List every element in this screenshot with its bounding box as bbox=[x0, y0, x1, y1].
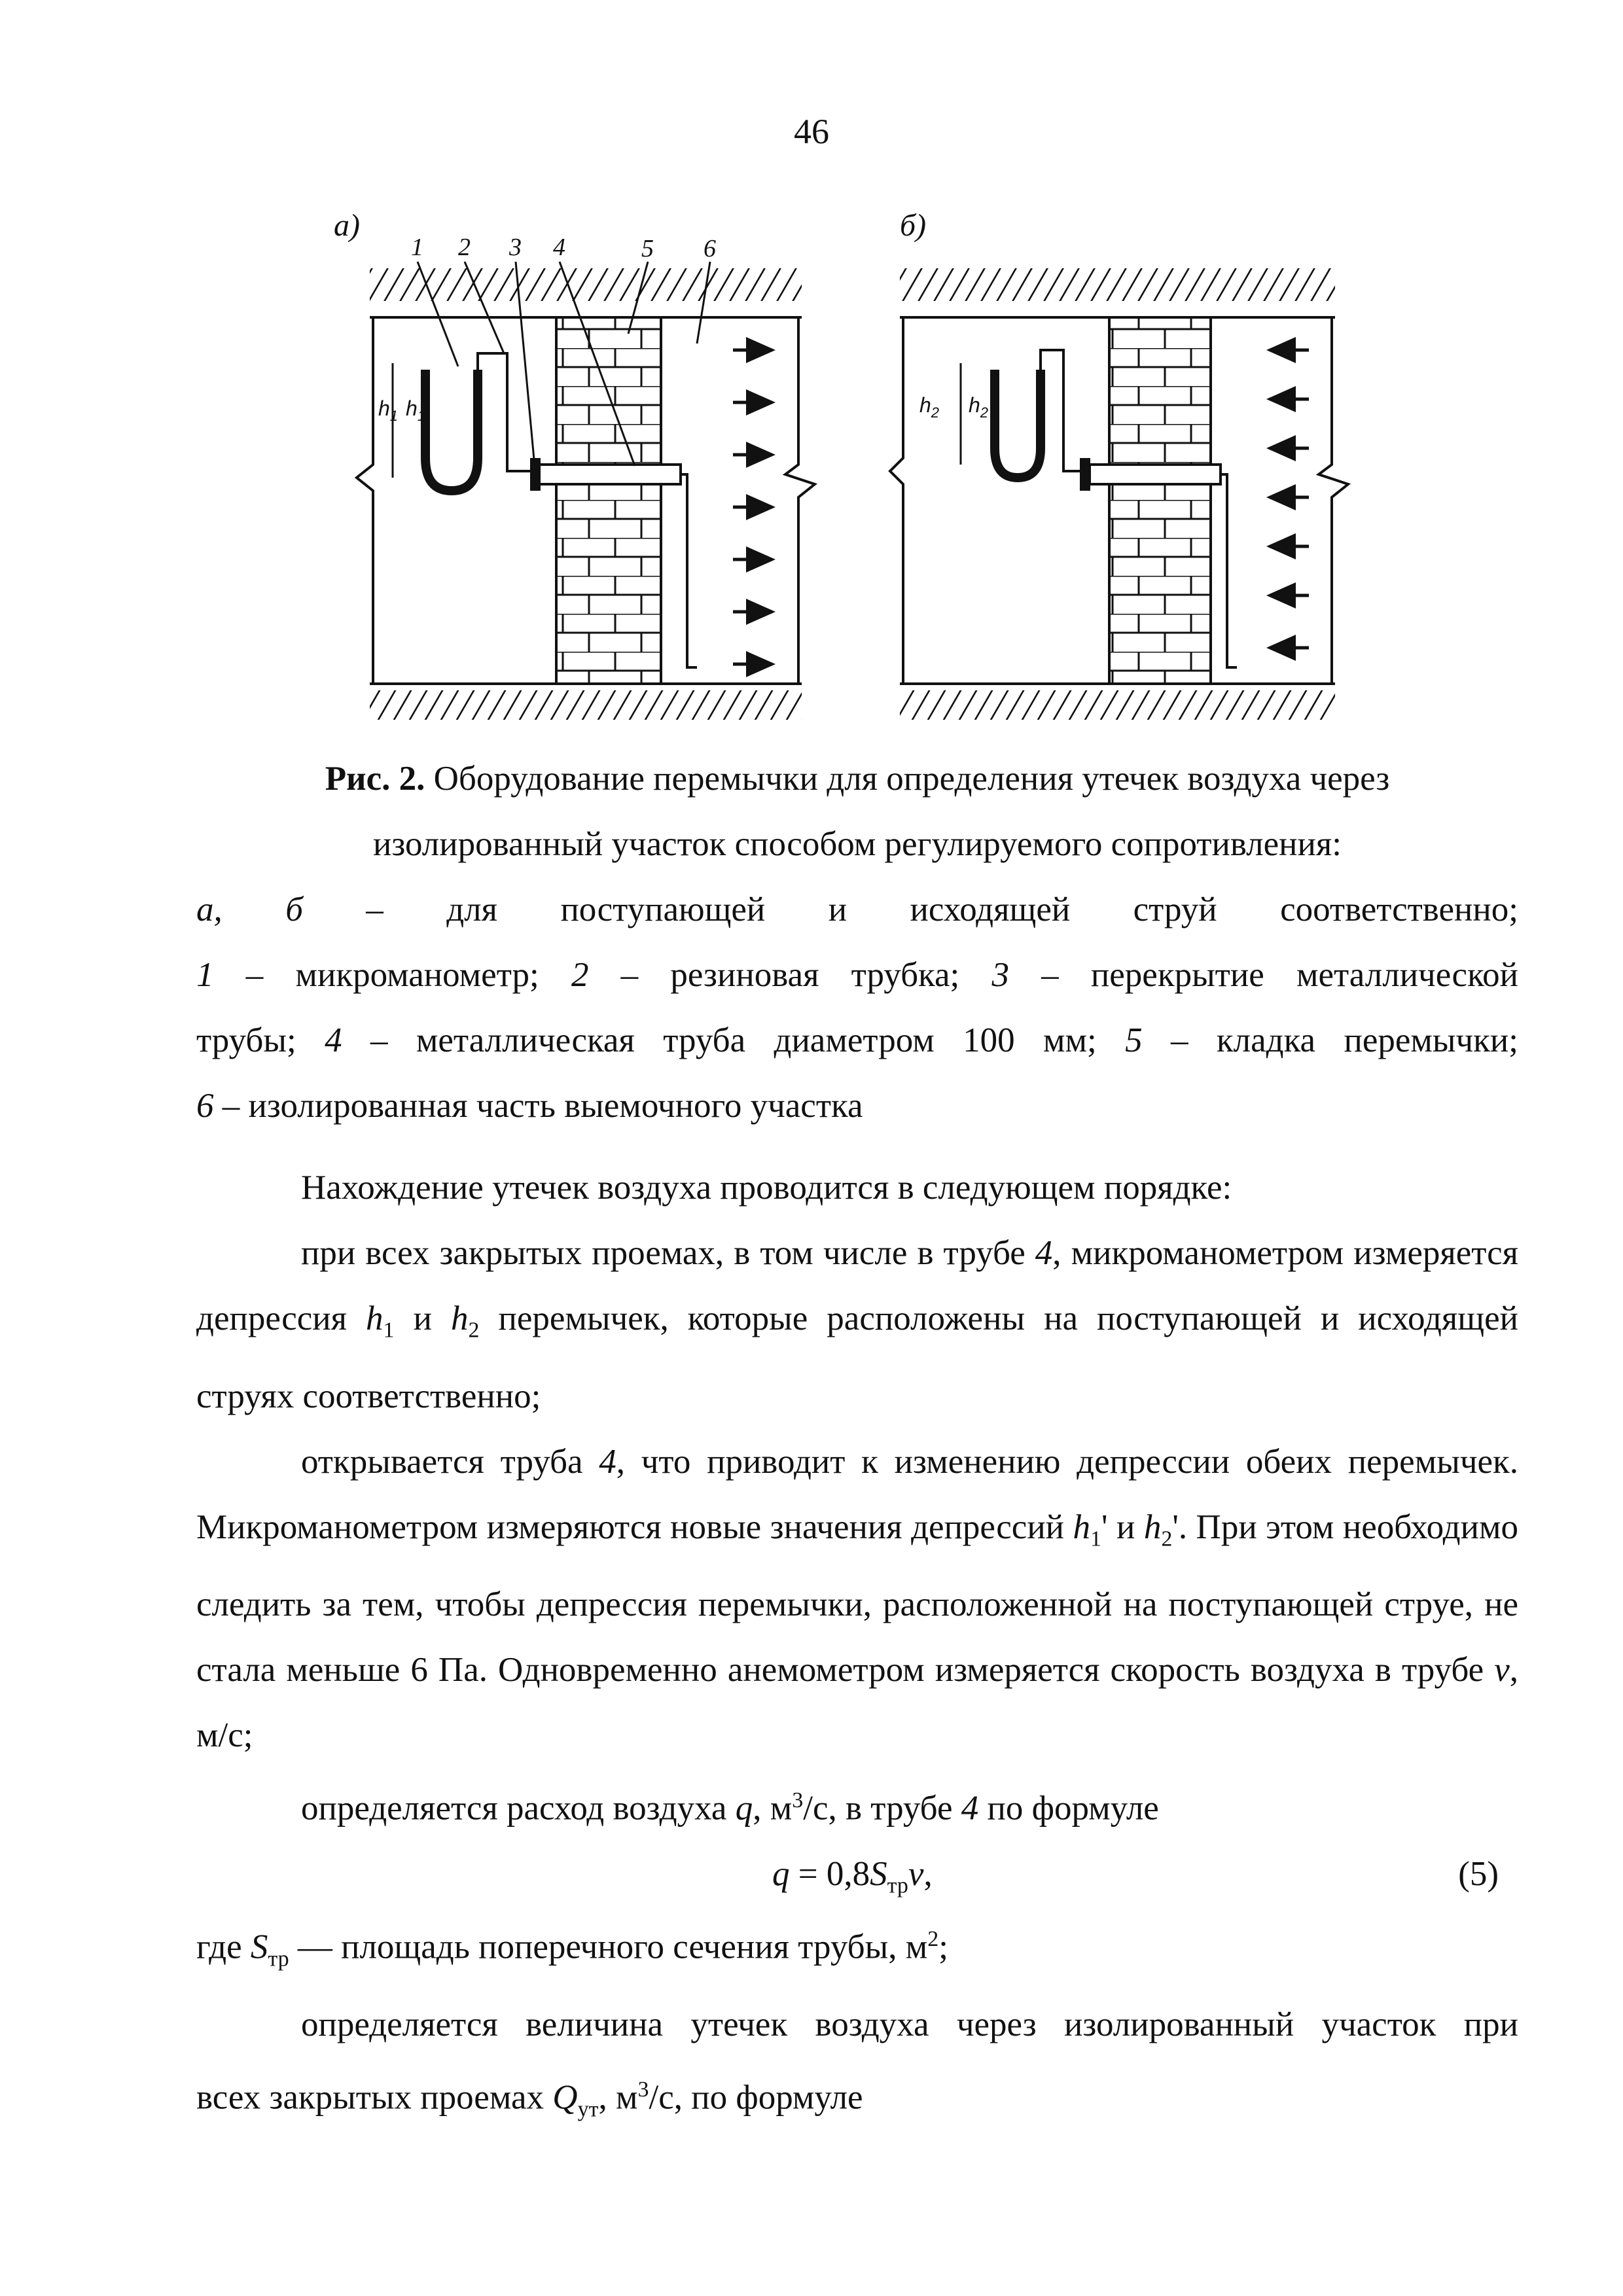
rubber-tube-b bbox=[1221, 474, 1237, 667]
caption-text-3b: трубы; bbox=[196, 1021, 325, 1059]
h2-prime-label: $h_2$ bbox=[969, 393, 989, 421]
paragraph-5: где $S_{тр}$ — площадь поперечного сечения трубы, $м^2$; bbox=[196, 1926, 948, 1971]
paragraph-4: определяется расход воздуха q, $м^3/с$, в трубе 4 по формуле bbox=[301, 1788, 1159, 1828]
panel-a bbox=[334, 208, 815, 720]
callout-6: 6 bbox=[704, 235, 716, 262]
caption-text-5: – кладка перемычки; bbox=[1142, 1021, 1519, 1059]
figure-caption bbox=[196, 746, 1518, 1139]
manometer-tube-b bbox=[1041, 350, 1080, 471]
h1-label: $h_1$ bbox=[378, 397, 399, 424]
caption-line-6 bbox=[196, 1073, 1518, 1139]
caption-text-4: – металлическая труба диаметром 100 мм; bbox=[342, 1021, 1126, 1059]
panel-b-label: б) bbox=[900, 208, 927, 243]
floor-hatch-a bbox=[370, 690, 802, 720]
metal-pipe-b bbox=[1090, 465, 1221, 484]
caption-text-2: – резиновая трубка; bbox=[588, 956, 992, 994]
brick-wall-lower-b bbox=[1109, 484, 1211, 684]
formula-5 bbox=[196, 1841, 1518, 1907]
h1-prime-label: $h_1$ bbox=[406, 397, 426, 424]
roof-hatch-a bbox=[370, 268, 802, 301]
right-wall-b bbox=[1319, 317, 1348, 684]
pipe-cap-b bbox=[1080, 458, 1090, 491]
panel-a-label: а) bbox=[334, 208, 360, 243]
roof-hatch-b bbox=[900, 268, 1335, 301]
caption-num-5: 5 bbox=[1125, 1021, 1143, 1059]
caption-text-1: – микроманометр; bbox=[213, 956, 571, 994]
formula-number: (5) bbox=[1458, 1854, 1499, 1893]
caption-fig-number: Рис. 2. bbox=[325, 760, 425, 798]
caption-line-3-text: – для поступающей и исходящей струй соответственно; bbox=[366, 891, 1518, 928]
brick-wall-upper-a bbox=[556, 317, 661, 465]
caption-line-2: изолированный участок способом регулируемого сопротивления: bbox=[373, 825, 1342, 863]
caption-text-6: – изолированная часть выемочного участка bbox=[213, 1087, 863, 1125]
figure-svg bbox=[327, 196, 1374, 726]
caption-text-3: – перекрытие металлической bbox=[1008, 956, 1519, 994]
micromanometer-b bbox=[995, 370, 1041, 478]
paragraph-1: Нахождение утечек воздуха проводится в следующем порядке: bbox=[301, 1169, 1232, 1207]
callout-3: 3 bbox=[509, 234, 522, 261]
paragraph-3: открывается труба 4, что приводит к изменению депрессии обеих перемычек. Микроманометром измеряются новые значения депрессий $h_1'$ и $h_2'$. При этом необходимо следить за тем, чтобы депрессия перемычки, расположенной на поступающей струе, не стала меньше 6 Па. Одновременно анемометром измеряется скорость воздуха в трубе v, м/с; bbox=[196, 1442, 1519, 1755]
flow-arrows-a bbox=[733, 350, 772, 664]
left-wall-b bbox=[890, 317, 903, 684]
formula-expression: $q = 0,8S_{тр}v$, bbox=[772, 1854, 933, 1898]
body-text bbox=[196, 1155, 1518, 2142]
callout-5: 5 bbox=[641, 235, 654, 262]
callout-4: 4 bbox=[553, 234, 565, 261]
pipe-cap-a bbox=[530, 458, 541, 491]
caption-a-label: а, bbox=[196, 891, 223, 928]
callout-2: 2 bbox=[458, 234, 471, 261]
caption-line-5 bbox=[196, 1008, 1518, 1073]
caption-line-3 bbox=[196, 877, 1518, 942]
callout-1: 1 bbox=[411, 234, 423, 261]
caption-num-1: 1 bbox=[196, 956, 214, 994]
caption-num-4: 4 bbox=[325, 1021, 342, 1059]
paragraph-6-line-1: определяется величина утечек воздуха через изолированный участок при bbox=[301, 2005, 1518, 2044]
caption-line-4 bbox=[196, 942, 1518, 1008]
panel-b bbox=[890, 208, 1348, 720]
paragraph-2: при всех закрытых проемах, в том числе в трубе 4, микроманометром измеряется депрессия $h_1$ и $h_2$ перемычек, которые расположены на поступающей и исходящей струях соответственно; bbox=[196, 1234, 1518, 1415]
caption-title bbox=[196, 746, 1518, 811]
caption-num-3: 3 bbox=[991, 956, 1009, 994]
brick-wall-upper-b bbox=[1109, 317, 1211, 465]
right-wall-a bbox=[785, 317, 815, 684]
rubber-tube-a bbox=[681, 474, 697, 667]
page-number: 46 bbox=[794, 112, 829, 151]
caption-num-2: 2 bbox=[571, 956, 589, 994]
caption-title-text: Оборудование перемычки для определения утечек воздуха через bbox=[425, 760, 1390, 798]
h2-label: $h_2$ bbox=[919, 393, 940, 421]
micromanometer-a bbox=[425, 370, 478, 491]
caption-b-label: б bbox=[285, 891, 303, 928]
metal-pipe-a bbox=[537, 465, 681, 484]
brick-wall-lower-a bbox=[556, 484, 661, 684]
figure-diagram bbox=[327, 196, 1374, 726]
manometer-tube-a bbox=[478, 353, 530, 471]
paragraph-6-line-2: всех закрытых проемах $Q_{ут}$, $м^3/с$, по формуле bbox=[196, 2077, 863, 2122]
flow-arrows-b bbox=[1270, 350, 1309, 648]
floor-hatch-b bbox=[900, 690, 1335, 720]
caption-num-6: 6 bbox=[196, 1087, 214, 1125]
left-wall-a bbox=[357, 317, 373, 684]
